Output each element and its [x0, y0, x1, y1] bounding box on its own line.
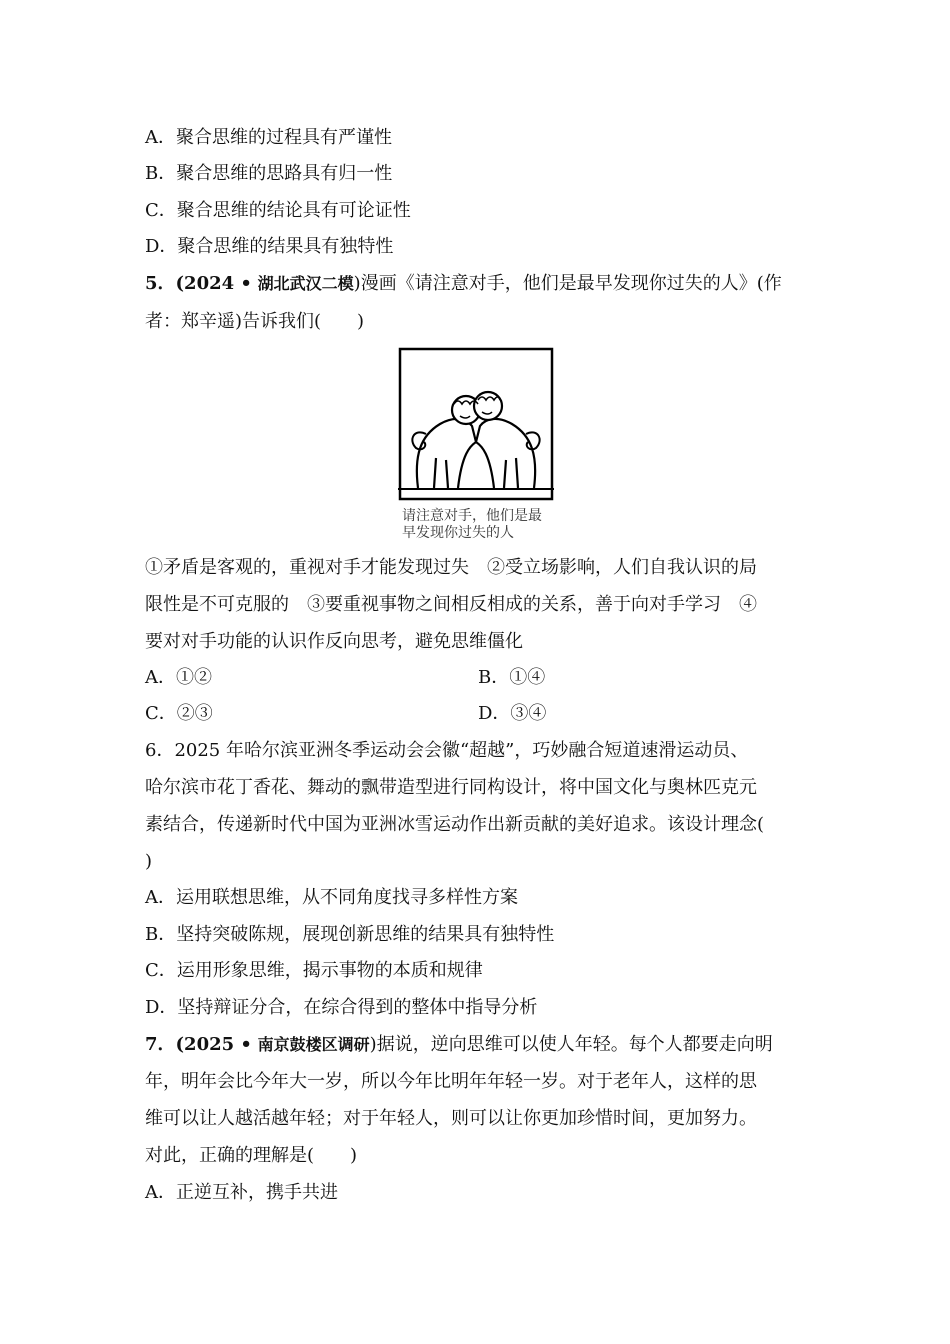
q5-stem-line2: 者：郑辛遥)告诉我们( )	[145, 311, 365, 332]
q6-option-c: C．运用形象思维，揭示事物的本质和规律	[145, 960, 483, 981]
q4-option-a: A．聚合思维的过程具有严谨性	[145, 127, 392, 148]
q6-option-d: D．坚持辩证分合，在综合得到的整体中指导分析	[145, 997, 538, 1018]
q7-number: 7．(2025 •	[145, 1034, 252, 1055]
q6-stem-line3: 素结合，传递新时代中国为亚洲冰雪运动作出新贡献的美好追求。该设计理念(	[145, 814, 765, 835]
q5-stem-line1	[145, 272, 811, 296]
q5-stem-rest: )漫画《请注意对手，他们是最早发现你过失的人》(作	[353, 273, 782, 294]
caption-line-1: 请注意对手，他们是最	[402, 508, 542, 524]
q5-cartoon-figure	[396, 346, 556, 542]
q5-statement-line3: 要对对手功能的认识作反向思考，避免思维僵化	[145, 631, 523, 652]
caption-line-2: 早发现你过失的人	[402, 525, 514, 541]
q5-option-b: B．①④	[478, 667, 546, 688]
q5-option-d: D．③④	[478, 703, 547, 724]
q4-option-b: B．聚合思维的思路具有归一性	[145, 163, 393, 184]
cartoon-caption	[402, 508, 562, 542]
q5-source: 湖北武汉二模	[257, 274, 354, 293]
q6-stem-line2: 哈尔滨市花丁香花、舞动的飘带造型进行同构设计，将中国文化与奥林匹克元	[145, 777, 757, 798]
q7-stem-rest: )据说，逆向思维可以使人年轻。每个人都要走向明	[369, 1034, 773, 1055]
q5-options-row1	[145, 666, 811, 690]
q7-option-a: A．正逆互补，携手共进	[145, 1182, 338, 1203]
q6-stem-line1: 6．2025 年哈尔滨亚洲冬季运动会会徽“超越”，巧妙融合短道速滑运动员、	[145, 740, 749, 761]
q4-option-d: D．聚合思维的结果具有独特性	[145, 236, 394, 257]
q5-statement-line2: 限性是不可克服的 ③要重视事物之间相反相成的关系，善于向对手学习 ④	[145, 594, 757, 615]
q5-statement-line1: ①矛盾是客观的，重视对手才能发现过失 ②受立场影响，人们自我认识的局	[145, 557, 757, 578]
q7-stem-line2: 年，明年会比今年大一岁，所以今年比明年年轻一岁。对于老年人，这样的思	[145, 1071, 757, 1092]
q6-option-b: B．坚持突破陈规，展现创新思维的结果具有独特性	[145, 924, 555, 945]
q5-number: 5．(2024 •	[145, 273, 252, 294]
q7-stem-line3: 维可以让人越活越年轻；对于年轻人，则可以让你更加珍惜时间，更加努力。	[145, 1108, 757, 1129]
cartoon-drawing	[396, 346, 556, 506]
q4-option-c: C．聚合思维的结论具有可论证性	[145, 200, 411, 221]
q7-source: 南京鼓楼区调研	[257, 1035, 370, 1054]
q7-stem-line4: 对此，正确的理解是( )	[145, 1145, 358, 1166]
q6-stem-line4: )	[145, 851, 153, 872]
q5-options-row2	[145, 702, 811, 726]
q7-stem-line1	[145, 1033, 811, 1057]
q5-option-a: A．①②	[145, 667, 212, 688]
q5-option-c: C．②③	[145, 703, 213, 724]
q6-option-a: A．运用联想思维，从不同角度找寻多样性方案	[145, 887, 518, 908]
